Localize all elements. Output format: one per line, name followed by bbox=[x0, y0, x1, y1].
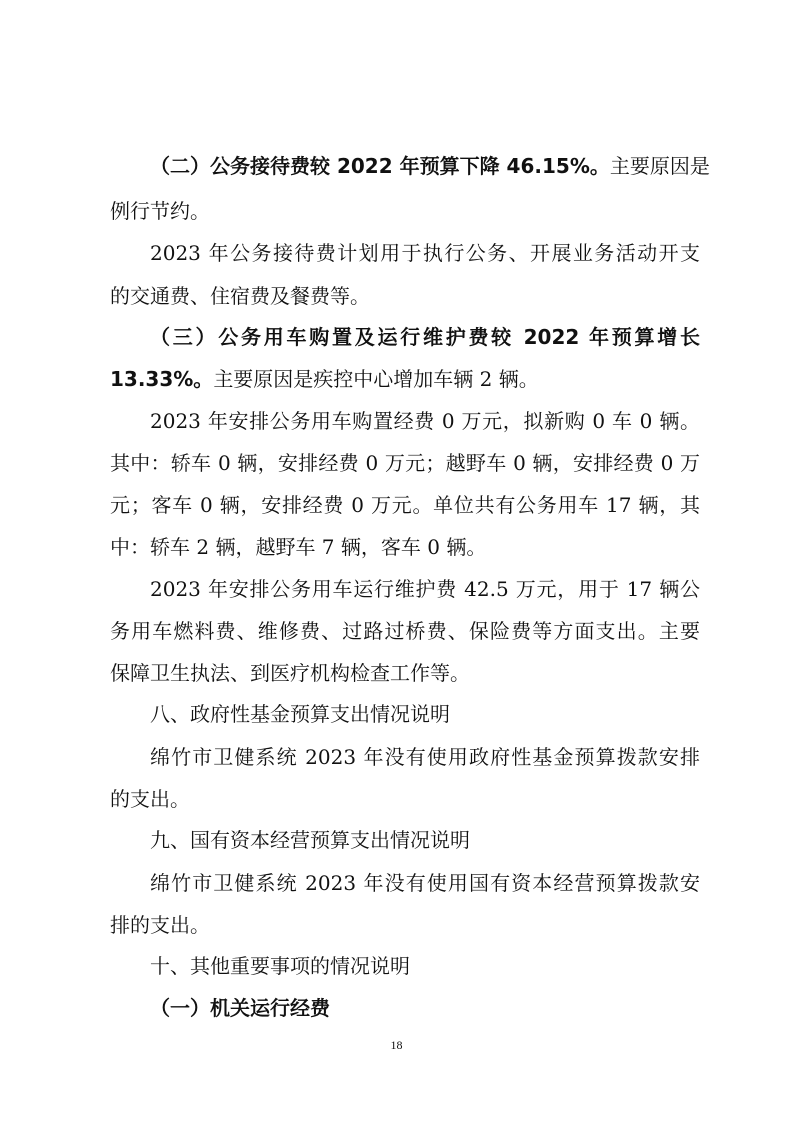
paragraph-4-line-1: 绵竹市卫健系统 2023 年没有使用政府性基金预算拨款安排 bbox=[150, 745, 700, 769]
section-2-heading: （二）公务接待费较 2022 年预算下降 46.15%。 bbox=[150, 154, 610, 178]
paragraph-4-line-2: 的支出。 bbox=[110, 787, 190, 811]
section-3-percent: 13.33%。 bbox=[110, 367, 214, 391]
paragraph-1-line-1: 2023 年公务接待费计划用于执行公务、开展业务活动开支 bbox=[150, 241, 700, 265]
section-2-reason: 主要原因是 bbox=[609, 154, 710, 178]
section-3-reason: 主要原因是疾控中心增加车辆 2 辆。 bbox=[213, 367, 539, 391]
paragraph-2-line-4: 中：轿车 2 辆，越野车 7 辆，客车 0 辆。 bbox=[110, 535, 487, 559]
paragraph-2-line-1: 2023 年安排公务用车购置经费 0 万元，拟新购 0 车 0 辆。 bbox=[150, 409, 700, 433]
paragraph-3-line-2: 务用车燃料费、维修费、过路过桥费、保险费等方面支出。主要 bbox=[110, 619, 700, 643]
paragraph-2-line-2: 其中：轿车 0 辆，安排经费 0 万元；越野车 0 辆，安排经费 0 万 bbox=[110, 451, 700, 475]
paragraph-5-line-2: 排的支出。 bbox=[110, 913, 210, 937]
paragraph-1-line-2: 的交通费、住宿费及餐费等。 bbox=[110, 284, 370, 308]
paragraph-3-line-3: 保障卫生执法、到医疗机构检查工作等。 bbox=[110, 661, 470, 685]
paragraph-2-line-3: 元；客车 0 辆，安排经费 0 万元。单位共有公务用车 17 辆，其 bbox=[110, 493, 700, 517]
page-number: 18 bbox=[390, 1038, 403, 1052]
heading-section-9: 九、国有资本经营预算支出情况说明 bbox=[150, 828, 470, 852]
heading-section-10-1: （一）机关运行经费 bbox=[150, 996, 330, 1020]
section-2-line-1 bbox=[150, 153, 710, 179]
section-3-line-2 bbox=[110, 366, 700, 392]
section-3-heading: （三）公务用车购置及运行维护费较 2022 年预算增长 bbox=[150, 325, 700, 349]
section-2-line-2: 例行节约。 bbox=[110, 199, 210, 223]
heading-section-8: 八、政府性基金预算支出情况说明 bbox=[150, 702, 450, 726]
heading-section-10: 十、其他重要事项的情况说明 bbox=[150, 954, 410, 978]
paragraph-5-line-1: 绵竹市卫健系统 2023 年没有使用国有资本经营预算拨款安 bbox=[150, 871, 700, 895]
paragraph-3-line-1: 2023 年安排公务用车运行维护费 42.5 万元，用于 17 辆公 bbox=[150, 577, 700, 601]
